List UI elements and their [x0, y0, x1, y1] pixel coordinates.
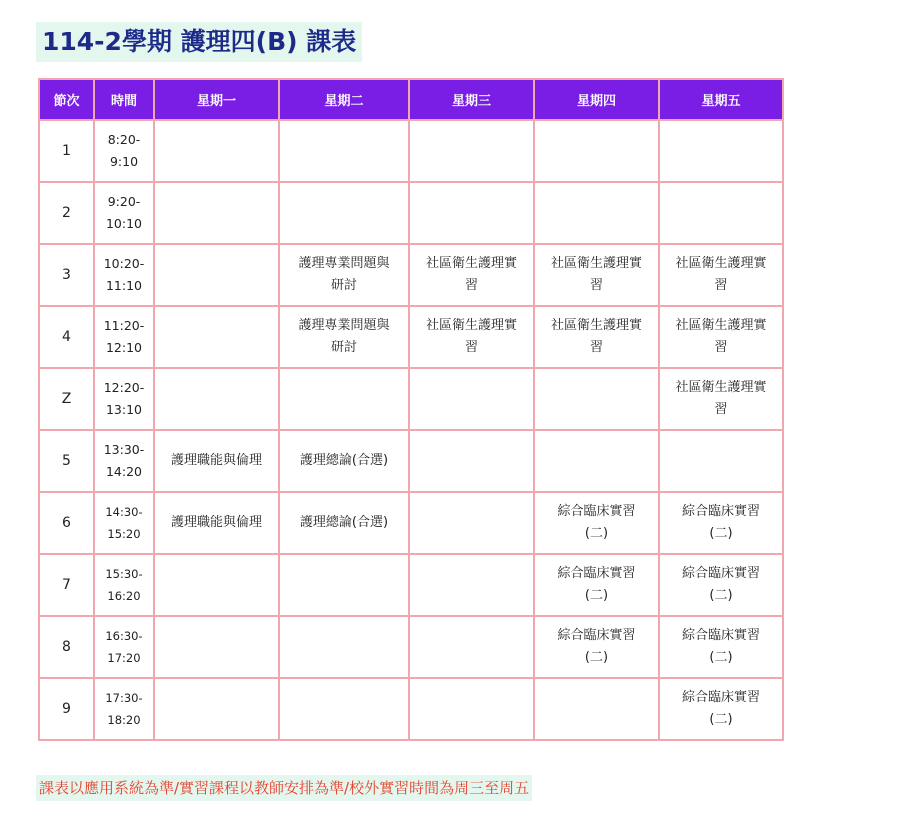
course-line: 社區衛生護理實: [425, 318, 517, 333]
course-cell-thursday[interactable]: [534, 306, 659, 368]
table-row: [39, 616, 783, 678]
course-cell-monday: [154, 182, 279, 244]
period-cell: Z: [39, 368, 94, 430]
time-line: 12:20-: [103, 380, 145, 395]
course-cell-tuesday[interactable]: [279, 430, 409, 492]
course-cell-monday[interactable]: [154, 430, 279, 492]
course-cell-tuesday[interactable]: [279, 306, 409, 368]
time-cell: [94, 368, 154, 430]
course-line: 護理職能與倫理: [170, 515, 262, 530]
course-cell-wednesday[interactable]: [409, 244, 534, 306]
course-line: 綜合臨床實習: [557, 504, 636, 519]
course-line: 習: [714, 278, 728, 293]
course-line: 研討: [330, 340, 357, 355]
course-cell-thursday: [534, 430, 659, 492]
period-cell: 8: [39, 616, 94, 678]
course-line: 護理專業問題與: [298, 318, 390, 333]
course-line: 研討: [330, 278, 357, 293]
table-row: [39, 430, 783, 492]
course-line: 護理總論(合選): [299, 453, 389, 468]
page-title: 114-2學期 護理四(B) 課表: [36, 22, 362, 62]
table-body: [39, 120, 783, 740]
course-cell-thursday: [534, 678, 659, 740]
schedule-note: 課表以應用系統為準/實習課程以教師安排為準/校外實習時間為周三至周五: [36, 775, 532, 801]
course-cell-monday: [154, 244, 279, 306]
table-row: [39, 678, 783, 740]
course-line: (二): [709, 650, 733, 665]
time-cell: [94, 430, 154, 492]
table-row: [39, 492, 783, 554]
header-friday: 星期五: [659, 79, 783, 120]
header-period: 節次: [39, 79, 94, 120]
course-cell-wednesday: [409, 368, 534, 430]
course-cell-tuesday: [279, 554, 409, 616]
course-cell-monday: [154, 368, 279, 430]
course-cell-tuesday[interactable]: [279, 244, 409, 306]
course-cell-friday[interactable]: [659, 306, 783, 368]
course-cell-monday: [154, 554, 279, 616]
course-cell-tuesday: [279, 368, 409, 430]
course-line: 護理總論(合選): [299, 515, 389, 530]
period-cell: 3: [39, 244, 94, 306]
course-line: 習: [589, 278, 603, 293]
table-row: [39, 120, 783, 182]
period-cell: 1: [39, 120, 94, 182]
header-monday: 星期一: [154, 79, 279, 120]
time-cell: [94, 182, 154, 244]
course-line: 社區衛生護理實: [675, 380, 767, 395]
course-cell-monday[interactable]: [154, 492, 279, 554]
time-cell: [94, 306, 154, 368]
course-line: 綜合臨床實習: [681, 504, 760, 519]
time-line: 13:30-: [103, 442, 145, 457]
course-cell-wednesday: [409, 120, 534, 182]
course-cell-thursday: [534, 120, 659, 182]
course-cell-tuesday: [279, 616, 409, 678]
course-cell-thursday: [534, 368, 659, 430]
course-line: 綜合臨床實習: [557, 628, 636, 643]
time-line: 11:20-: [103, 318, 145, 333]
course-line: 綜合臨床實習: [681, 690, 760, 705]
course-cell-tuesday: [279, 182, 409, 244]
course-cell-wednesday[interactable]: [409, 306, 534, 368]
course-line: 習: [464, 340, 478, 355]
course-line: 綜合臨床實習: [681, 628, 760, 643]
period-cell: 4: [39, 306, 94, 368]
period-cell: 9: [39, 678, 94, 740]
course-line: 綜合臨床實習: [557, 566, 636, 581]
time-line: 15:20: [107, 527, 141, 541]
course-cell-monday: [154, 616, 279, 678]
time-line: 18:20: [107, 713, 141, 727]
header-tuesday: 星期二: [279, 79, 409, 120]
period-cell: 2: [39, 182, 94, 244]
time-line: 13:10: [105, 402, 143, 417]
course-cell-friday[interactable]: [659, 554, 783, 616]
course-line: 護理職能與倫理: [170, 453, 262, 468]
time-line: 8:20-: [107, 132, 141, 147]
course-line: 社區衛生護理實: [675, 256, 767, 271]
period-cell: 7: [39, 554, 94, 616]
course-line: (二): [584, 650, 609, 665]
course-cell-friday[interactable]: [659, 678, 783, 740]
course-cell-friday: [659, 182, 783, 244]
time-cell: [94, 492, 154, 554]
time-line: 12:10: [105, 340, 143, 355]
time-line: 16:30-: [105, 629, 143, 643]
course-cell-wednesday: [409, 492, 534, 554]
time-line: 14:30-: [105, 505, 143, 519]
course-line: 社區衛生護理實: [425, 256, 517, 271]
course-cell-monday: [154, 678, 279, 740]
course-cell-wednesday: [409, 554, 534, 616]
table-row: [39, 306, 783, 368]
course-cell-thursday: [534, 182, 659, 244]
course-line: (二): [709, 526, 733, 541]
table-row: [39, 182, 783, 244]
header-row: [39, 79, 783, 120]
time-line: 17:20: [107, 651, 141, 665]
time-cell: [94, 678, 154, 740]
table-row: [39, 554, 783, 616]
time-line: 10:20-: [103, 256, 145, 271]
time-line: 17:30-: [105, 691, 143, 705]
time-cell: [94, 244, 154, 306]
course-cell-monday: [154, 306, 279, 368]
time-cell: [94, 554, 154, 616]
course-line: 社區衛生護理實: [550, 256, 642, 271]
course-cell-friday[interactable]: [659, 244, 783, 306]
course-cell-friday[interactable]: [659, 616, 783, 678]
course-cell-friday: [659, 430, 783, 492]
course-cell-thursday[interactable]: [534, 244, 659, 306]
schedule-table: [38, 78, 784, 741]
table-row: [39, 244, 783, 306]
header-thursday: 星期四: [534, 79, 659, 120]
time-line: 14:20: [105, 464, 143, 479]
course-line: (二): [709, 712, 733, 727]
course-line: 護理專業問題與: [298, 256, 390, 271]
header-wednesday: 星期三: [409, 79, 534, 120]
period-cell: 6: [39, 492, 94, 554]
table-row: [39, 368, 783, 430]
course-line: 社區衛生護理實: [550, 318, 642, 333]
header-time: 時間: [94, 79, 154, 120]
course-cell-thursday[interactable]: [534, 492, 659, 554]
time-cell: [94, 120, 154, 182]
course-cell-tuesday[interactable]: [279, 492, 409, 554]
time-line: 10:10: [105, 216, 143, 231]
course-cell-friday[interactable]: [659, 368, 783, 430]
course-line: 社區衛生護理實: [675, 318, 767, 333]
course-line: (二): [584, 588, 609, 603]
course-cell-thursday[interactable]: [534, 616, 659, 678]
course-cell-tuesday: [279, 120, 409, 182]
time-line: 11:10: [105, 278, 143, 293]
time-line: 9:10: [109, 154, 139, 169]
course-line: 綜合臨床實習: [681, 566, 760, 581]
period-cell: 5: [39, 430, 94, 492]
course-cell-wednesday: [409, 616, 534, 678]
course-line: 習: [589, 340, 603, 355]
course-cell-thursday[interactable]: [534, 554, 659, 616]
course-line: 習: [464, 278, 478, 293]
course-line: (二): [584, 526, 609, 541]
course-line: (二): [709, 588, 733, 603]
course-cell-monday: [154, 120, 279, 182]
course-cell-tuesday: [279, 678, 409, 740]
course-cell-friday: [659, 120, 783, 182]
time-cell: [94, 616, 154, 678]
course-line: 習: [714, 402, 728, 417]
course-cell-wednesday: [409, 182, 534, 244]
course-cell-friday[interactable]: [659, 492, 783, 554]
time-line: 16:20: [107, 589, 141, 603]
time-line: 15:30-: [105, 567, 143, 581]
course-cell-wednesday: [409, 678, 534, 740]
course-line: 習: [714, 340, 728, 355]
course-cell-wednesday: [409, 430, 534, 492]
time-line: 9:20-: [107, 194, 141, 209]
